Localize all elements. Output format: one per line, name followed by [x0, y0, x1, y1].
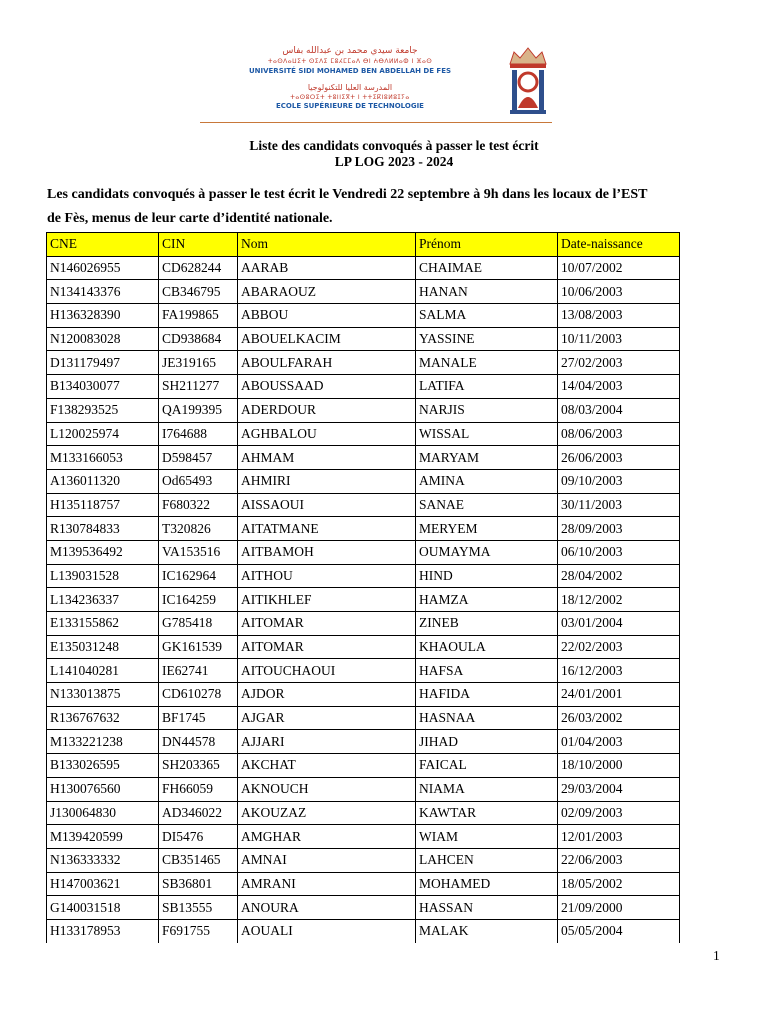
cell-nom: AITOMAR — [238, 635, 416, 659]
cell-cin: GK161539 — [159, 635, 238, 659]
cell-prenom: ZINEB — [416, 612, 558, 636]
cell-cin: D598457 — [159, 446, 238, 470]
cell-cne: A136011320 — [47, 469, 159, 493]
cell-date-naissance: 13/08/2003 — [558, 304, 680, 328]
document-title: Liste des candidats convoqués à passer le test écrit — [249, 138, 539, 153]
cell-cin: G785418 — [159, 612, 238, 636]
table-row — [47, 327, 680, 351]
cell-date-naissance: 16/12/2003 — [558, 659, 680, 683]
cell-date-naissance: 18/05/2002 — [558, 872, 680, 896]
cell-nom: AKOUZAZ — [238, 801, 416, 825]
cell-prenom: FAICAL — [416, 754, 558, 778]
table-row — [47, 517, 680, 541]
cell-cin: IC164259 — [159, 588, 238, 612]
cell-prenom: YASSINE — [416, 327, 558, 351]
cell-nom: ABOULFARAH — [238, 351, 416, 375]
cell-cne: N146026955 — [47, 256, 159, 280]
cell-prenom: MALAK — [416, 919, 558, 942]
cell-prenom: HAFIDA — [416, 683, 558, 707]
cell-date-naissance: 14/04/2003 — [558, 375, 680, 399]
column-header-prenom: Prénom — [416, 233, 558, 257]
cell-cin: SB13555 — [159, 896, 238, 920]
cell-prenom: NARJIS — [416, 398, 558, 422]
table-row — [47, 730, 680, 754]
table-row — [47, 422, 680, 446]
cell-cne: N136333332 — [47, 848, 159, 872]
university-name-tifinagh: ⵜⴰⵙⴷⴰⵡⵉⵜ ⵙⵉⴷⵉ ⵎⵓⵃⵎⵎⴰⴷ ⴱⵏ ⵄⴱⴷⵍⵍⴰⵀ ⵏ ⴼⴰⵙ — [267, 58, 433, 65]
table-row — [47, 754, 680, 778]
table-row — [47, 564, 680, 588]
cell-date-naissance: 26/06/2003 — [558, 446, 680, 470]
cell-nom: AARAB — [238, 256, 416, 280]
cell-cin: SH211277 — [159, 375, 238, 399]
cell-nom: AITHOU — [238, 564, 416, 588]
cell-nom: ADERDOUR — [238, 398, 416, 422]
cell-prenom: SALMA — [416, 304, 558, 328]
cell-nom: AMNAI — [238, 848, 416, 872]
school-name-tifinagh: ⵜⴰⵙⵓⵔⵉⵜ ⵜⵓⵏⵏⵉⴳⵜ ⵏ ⵜⵜⵉⴽⵏⵓⵍⵓⵊⵢⴰ — [290, 94, 410, 101]
cell-nom: ABBOU — [238, 304, 416, 328]
cell-date-naissance: 06/10/2003 — [558, 540, 680, 564]
cell-prenom: SANAE — [416, 493, 558, 517]
cell-cne: R136767632 — [47, 706, 159, 730]
cell-date-naissance: 29/03/2004 — [558, 777, 680, 801]
university-name-french: UNIVERSITÉ SIDI MOHAMED BEN ABDELLAH DE FES — [248, 67, 452, 75]
cell-date-naissance: 22/02/2003 — [558, 635, 680, 659]
candidates-table — [46, 232, 680, 943]
cell-prenom: JIHAD — [416, 730, 558, 754]
cell-cne: J130064830 — [47, 801, 159, 825]
cell-date-naissance: 18/10/2000 — [558, 754, 680, 778]
cell-nom: AJDOR — [238, 683, 416, 707]
cell-prenom: KAWTAR — [416, 801, 558, 825]
school-name-french: ECOLE SUPÉRIEURE DE TECHNOLOGIE — [276, 102, 424, 110]
cell-nom: AITOUCHAOUI — [238, 659, 416, 683]
cell-nom: AITIKHLEF — [238, 588, 416, 612]
cell-date-naissance: 02/09/2003 — [558, 801, 680, 825]
cell-cin: T320826 — [159, 517, 238, 541]
cell-cin: AD346022 — [159, 801, 238, 825]
cell-date-naissance: 21/09/2000 — [558, 896, 680, 920]
cell-nom: ABARAOUZ — [238, 280, 416, 304]
cell-nom: AITOMAR — [238, 612, 416, 636]
cell-date-naissance: 10/07/2002 — [558, 256, 680, 280]
cell-prenom: MANALE — [416, 351, 558, 375]
cell-date-naissance: 24/01/2001 — [558, 683, 680, 707]
cell-cne: B134030077 — [47, 375, 159, 399]
table-row — [47, 848, 680, 872]
table-body — [47, 256, 680, 942]
cell-prenom: MOHAMED — [416, 872, 558, 896]
cell-nom: ABOUELKACIM — [238, 327, 416, 351]
table-row — [47, 612, 680, 636]
cell-cin: SH203365 — [159, 754, 238, 778]
cell-prenom: AMINA — [416, 469, 558, 493]
cell-cne: L134236337 — [47, 588, 159, 612]
cell-date-naissance: 05/05/2004 — [558, 919, 680, 942]
cell-date-naissance: 09/10/2003 — [558, 469, 680, 493]
cell-cne: M139420599 — [47, 825, 159, 849]
cell-nom: ANOURA — [238, 896, 416, 920]
cell-cne: H136328390 — [47, 304, 159, 328]
cell-cin: VA153516 — [159, 540, 238, 564]
page-number: 1 — [713, 948, 720, 963]
cell-date-naissance: 18/12/2002 — [558, 588, 680, 612]
document-subtitle: LP LOG 2023 - 2024 — [334, 154, 454, 169]
cell-nom: AHMIRI — [238, 469, 416, 493]
cell-nom: AJJARI — [238, 730, 416, 754]
cell-date-naissance: 27/02/2003 — [558, 351, 680, 375]
cell-cne: H135118757 — [47, 493, 159, 517]
cell-prenom: HASNAA — [416, 706, 558, 730]
cell-cne: N133013875 — [47, 683, 159, 707]
cell-cin: JE319165 — [159, 351, 238, 375]
table-row — [47, 801, 680, 825]
cell-nom: AGHBALOU — [238, 422, 416, 446]
table-row — [47, 683, 680, 707]
table-row — [47, 351, 680, 375]
cell-cne: L120025974 — [47, 422, 159, 446]
cell-cin: CD610278 — [159, 683, 238, 707]
table-row — [47, 256, 680, 280]
cell-cin: IE62741 — [159, 659, 238, 683]
cell-cne: F138293525 — [47, 398, 159, 422]
cell-nom: AISSAOUI — [238, 493, 416, 517]
cell-date-naissance: 12/01/2003 — [558, 825, 680, 849]
cell-date-naissance: 03/01/2004 — [558, 612, 680, 636]
cell-nom: AKCHAT — [238, 754, 416, 778]
cell-cin: CD938684 — [159, 327, 238, 351]
cell-cne: D131179497 — [47, 351, 159, 375]
cell-cne: M133221238 — [47, 730, 159, 754]
table-row — [47, 493, 680, 517]
cell-prenom: WIAM — [416, 825, 558, 849]
cell-date-naissance: 30/11/2003 — [558, 493, 680, 517]
cell-prenom: HIND — [416, 564, 558, 588]
cell-nom: AMGHAR — [238, 825, 416, 849]
table-row — [47, 540, 680, 564]
cell-nom: AKNOUCH — [238, 777, 416, 801]
cell-cin: I764688 — [159, 422, 238, 446]
cell-cin: DI5476 — [159, 825, 238, 849]
cell-date-naissance: 28/09/2003 — [558, 517, 680, 541]
cell-cne: M139536492 — [47, 540, 159, 564]
table-row — [47, 872, 680, 896]
cell-prenom: KHAOULA — [416, 635, 558, 659]
cell-cne: M133166053 — [47, 446, 159, 470]
cell-prenom: HAFSA — [416, 659, 558, 683]
cell-prenom: OUMAYMA — [416, 540, 558, 564]
cell-prenom: NIAMA — [416, 777, 558, 801]
intro-paragraph — [47, 183, 687, 231]
intro-line-1: Les candidats convoqués à passer le test écrit le Vendredi 22 septembre à 9h dans les locaux de l’EST — [47, 187, 648, 202]
table-row — [47, 398, 680, 422]
column-header-date-naissance: Date-naissance — [558, 233, 680, 257]
cell-cin: F680322 — [159, 493, 238, 517]
cell-nom: AITBAMOH — [238, 540, 416, 564]
table-row — [47, 446, 680, 470]
intro-line-2: de Fès, menus de leur carte d’identité nationale. — [47, 211, 333, 226]
table-row — [47, 777, 680, 801]
university-logo-icon — [506, 46, 550, 118]
cell-prenom: LATIFA — [416, 375, 558, 399]
cell-date-naissance: 01/04/2003 — [558, 730, 680, 754]
column-header-nom: Nom — [238, 233, 416, 257]
cell-cin: BF1745 — [159, 706, 238, 730]
cell-cin: CD628244 — [159, 256, 238, 280]
cell-date-naissance: 08/03/2004 — [558, 398, 680, 422]
cell-cne: R130784833 — [47, 517, 159, 541]
table-header-row — [47, 233, 680, 257]
school-name-arabic: المدرسة العليا للتكنولوجيا — [307, 83, 393, 92]
cell-cne: B133026595 — [47, 754, 159, 778]
letterhead — [200, 42, 552, 123]
cell-cin: FA199865 — [159, 304, 238, 328]
cell-date-naissance: 10/11/2003 — [558, 327, 680, 351]
cell-prenom: HAMZA — [416, 588, 558, 612]
cell-prenom: LAHCEN — [416, 848, 558, 872]
table-row — [47, 469, 680, 493]
cell-cin: DN44578 — [159, 730, 238, 754]
cell-cne: L139031528 — [47, 564, 159, 588]
cell-cin: CB346795 — [159, 280, 238, 304]
cell-cne: G140031518 — [47, 896, 159, 920]
cell-date-naissance: 26/03/2002 — [558, 706, 680, 730]
cell-prenom: CHAIMAE — [416, 256, 558, 280]
cell-date-naissance: 08/06/2003 — [558, 422, 680, 446]
table-row — [47, 919, 680, 942]
cell-prenom: MERYEM — [416, 517, 558, 541]
table-row — [47, 896, 680, 920]
cell-nom: ABOUSSAAD — [238, 375, 416, 399]
column-header-cin: CIN — [159, 233, 238, 257]
cell-nom: AMRANI — [238, 872, 416, 896]
cell-date-naissance: 22/06/2003 — [558, 848, 680, 872]
cell-cin: SB36801 — [159, 872, 238, 896]
cell-date-naissance: 10/06/2003 — [558, 280, 680, 304]
table-row — [47, 304, 680, 328]
cell-prenom: MARYAM — [416, 446, 558, 470]
cell-nom: AHMAM — [238, 446, 416, 470]
cell-cne: H133178953 — [47, 919, 159, 942]
column-header-cne: CNE — [47, 233, 159, 257]
cell-cin: IC162964 — [159, 564, 238, 588]
cell-cin: QA199395 — [159, 398, 238, 422]
university-name-arabic: جامعة سيدي محمد بن عبدالله بفاس — [282, 46, 418, 56]
table-row — [47, 588, 680, 612]
cell-cne: L141040281 — [47, 659, 159, 683]
cell-date-naissance: 28/04/2002 — [558, 564, 680, 588]
cell-cin: FH66059 — [159, 777, 238, 801]
table-row — [47, 659, 680, 683]
cell-cne: E133155862 — [47, 612, 159, 636]
cell-nom: AOUALI — [238, 919, 416, 942]
cell-cne: H130076560 — [47, 777, 159, 801]
cell-cin: Od65493 — [159, 469, 238, 493]
cell-nom: AITATMANE — [238, 517, 416, 541]
cell-prenom: HANAN — [416, 280, 558, 304]
cell-cne: E135031248 — [47, 635, 159, 659]
cell-prenom: HASSAN — [416, 896, 558, 920]
cell-cne: N134143376 — [47, 280, 159, 304]
cell-cin: F691755 — [159, 919, 238, 942]
cell-nom: AJGAR — [238, 706, 416, 730]
table-row — [47, 635, 680, 659]
cell-cne: N120083028 — [47, 327, 159, 351]
table-row — [47, 280, 680, 304]
cell-cin: CB351465 — [159, 848, 238, 872]
cell-cne: H147003621 — [47, 872, 159, 896]
table-row — [47, 825, 680, 849]
table-row — [47, 375, 680, 399]
cell-prenom: WISSAL — [416, 422, 558, 446]
table-row — [47, 706, 680, 730]
